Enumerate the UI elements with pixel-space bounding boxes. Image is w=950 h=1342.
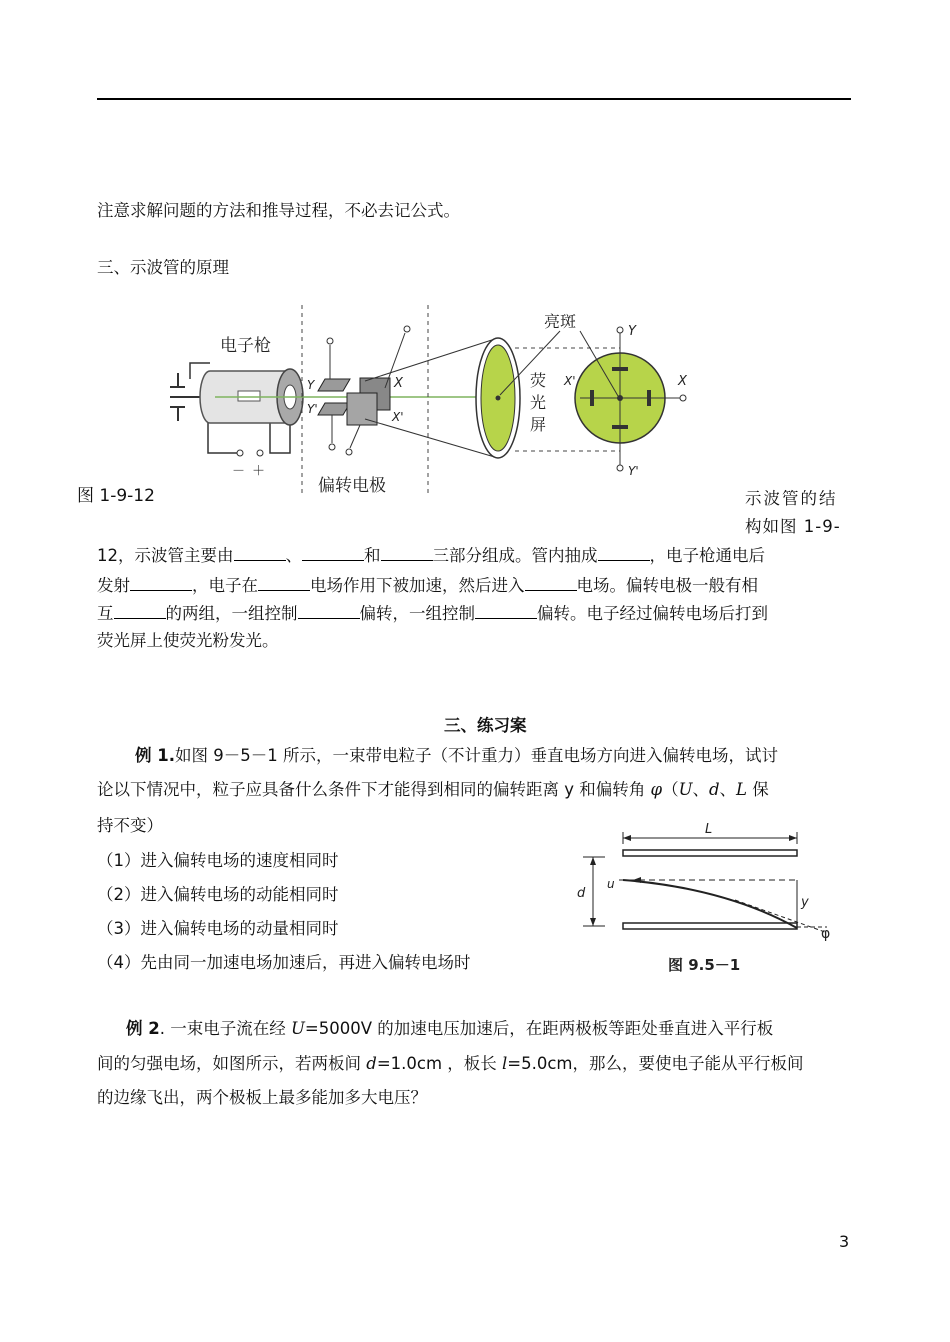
example-1-text: 、 [719, 780, 737, 799]
figure-caption-9-5-1: 图 9.5－1 [668, 956, 741, 974]
example-1-line-1 [135, 745, 778, 767]
example-1-item-2: （2）进入偏转电场的动能相同时 [97, 885, 339, 904]
fill-blank[interactable] [302, 544, 364, 561]
para-text: ，电子在 [192, 576, 258, 595]
section-heading-oscilloscope: 三、示波管的原理 [97, 258, 229, 277]
lower-plate [623, 923, 797, 929]
label-y: y [801, 895, 809, 910]
example-2-line-1 [126, 1018, 773, 1040]
para-text: 偏转。电子经过偏转电场后打到 [537, 604, 768, 623]
symbol-d: d [708, 780, 720, 799]
para-line-4 [97, 574, 758, 597]
label-u: u [607, 877, 615, 891]
example-1-text: 保 [747, 780, 769, 799]
para-text: 电场作用下被加速，然后进入 [310, 576, 525, 595]
example-1-text: 论以下情况中，粒子应具备什么条件下才能得到相同的偏转距离 y 和偏转角 [97, 780, 646, 799]
para-text: 偏转，一组控制 [359, 604, 475, 623]
para-line-2: 构如图 1-9- [745, 517, 841, 536]
label-plate-Xp: X' [392, 410, 404, 424]
fill-blank[interactable] [114, 602, 166, 619]
fill-blank[interactable] [525, 574, 577, 591]
upper-plate [623, 850, 797, 856]
example-1-text: 、 [692, 780, 709, 799]
para-text: ，电子枪通电后 [649, 546, 765, 565]
fill-blank[interactable] [298, 602, 360, 619]
example-2-text: =1.0cm ，板长 [376, 1054, 503, 1073]
fill-blank[interactable] [130, 574, 192, 591]
oscilloscope-figure [160, 293, 705, 500]
label-plate-Yp: Y' [307, 402, 318, 416]
para-line-5 [97, 602, 768, 625]
label-minus: － [232, 464, 246, 479]
para-line-3 [97, 544, 765, 567]
fill-blank[interactable] [475, 602, 537, 619]
section-heading-practice: 三、练习案 [444, 716, 527, 735]
para-line-6: 荧光屏上使荧光粉发光。 [97, 631, 279, 650]
label-electron-gun: 电子枪 [220, 336, 271, 356]
deflection-field-figure [575, 820, 845, 980]
figure-caption-1-9-12: 图 1-9-12 [77, 486, 155, 506]
para-text: 互 [97, 604, 114, 623]
symbol-U: U [678, 780, 693, 799]
example-2-text: =5000V 的加速电压加速后，在距两极板等距处垂直进入平行板 [304, 1019, 774, 1038]
para-text: 三部分组成。管内抽成 [432, 546, 598, 565]
label-bright-spot: 亮斑 [544, 312, 577, 331]
example-1-label: 例 1 [135, 746, 169, 765]
example-1-item-1: （1）进入偏转电场的速度相同时 [97, 851, 339, 870]
example-2-line-2 [97, 1053, 804, 1075]
fill-blank[interactable] [598, 544, 650, 561]
symbol-d: d [366, 1054, 377, 1073]
label-screen-Xp: X' [564, 374, 576, 388]
symbol-L: L [736, 780, 748, 799]
symbol-phi: φ [650, 780, 663, 799]
example-1-item-3: （3）进入偏转电场的动量相同时 [97, 919, 339, 938]
label-plus: ＋ [252, 464, 266, 479]
text-line-method: 注意求解问题的方法和推导过程，不必去记公式。 [97, 201, 460, 220]
label-phi: φ [821, 926, 831, 942]
example-1-line-3: 持不变） [97, 816, 163, 835]
example-1-text: （ [662, 780, 679, 799]
example-2-label: 例 2 [126, 1019, 160, 1038]
label-screen-X: X [678, 374, 687, 389]
example-2-text: =5.0cm，那么，要使电子能从平行板间 [507, 1054, 804, 1073]
page-number: 3 [839, 1232, 850, 1251]
para-text: 和 [364, 546, 381, 565]
example-1-line-2 [97, 779, 769, 801]
para-text: 的两组，一组控制 [165, 604, 298, 623]
label-screen-3: 屏 [530, 415, 547, 434]
symbol-l: l [502, 1054, 508, 1073]
label-screen-Yp: Y' [628, 464, 639, 478]
header-rule [97, 98, 851, 100]
fill-blank[interactable] [258, 574, 310, 591]
example-1-item-4: （4）先由同一加速电场加速后，再进入偏转电场时 [97, 953, 471, 972]
label-deflection-plates: 偏转电极 [318, 476, 386, 496]
symbol-U: U [290, 1019, 305, 1038]
para-text: 12，示波管主要由 [97, 546, 234, 565]
label-plate-Y: Y [307, 378, 315, 392]
label-plate-X: X [394, 376, 403, 391]
label-d: d [577, 886, 586, 901]
label-screen-Y: Y [628, 324, 636, 339]
para-text: 发射 [97, 576, 130, 595]
fill-blank[interactable] [234, 544, 286, 561]
example-2-text: . 一束电子流在经 [159, 1019, 291, 1038]
label-screen-2: 光 [530, 393, 547, 412]
example-2-text: 间的匀强电场，如图所示，若两板间 [97, 1054, 367, 1073]
particle-trajectory [623, 880, 797, 928]
example-1-dot: . [168, 746, 176, 765]
fill-blank[interactable] [381, 544, 433, 561]
label-L: L [705, 822, 713, 837]
label-screen-1: 荧 [530, 371, 547, 390]
para-text: 电场。偏转电极一般有相 [576, 576, 758, 595]
para-text: 、 [285, 546, 302, 565]
example-2-line-3: 的边缘飞出，两个极板上最多能加多大电压？ [97, 1088, 427, 1107]
example-1-text: 如图 9－5－1 所示，一束带电粒子（不计重力）垂直电场方向进入偏转电场，试讨 [175, 746, 778, 765]
para-line-1: 示波管的结 [745, 489, 838, 508]
